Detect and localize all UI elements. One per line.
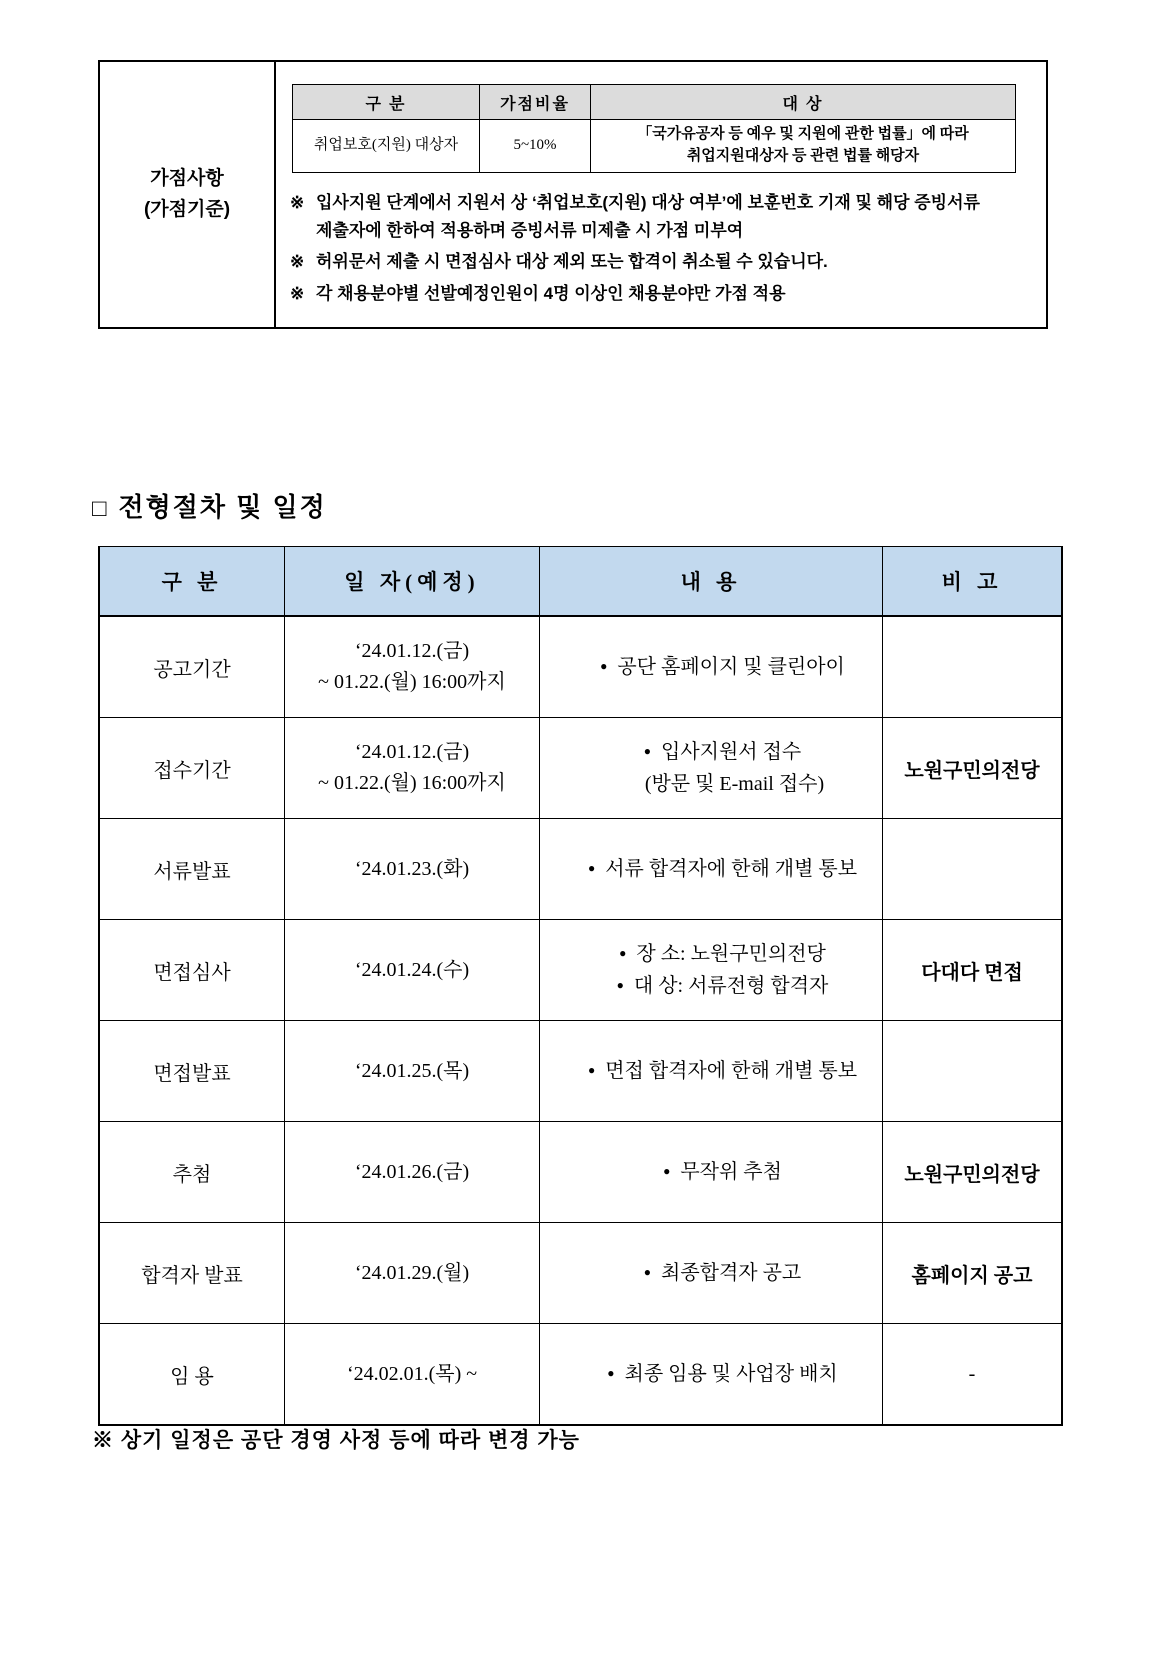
schedule-cell-date [285,616,540,718]
note-mark-icon: ※ [290,252,305,272]
date-line-2: ~ 01.22.(월) 16:00까지 [318,671,506,693]
bonus-target-line-2: 취업지원대상자 등 관련 법률 해당자 [686,148,920,164]
content-line: ● 최종 임용 및 사업장 배치 [564,1358,881,1390]
date-line-2: ~ 01.22.(월) 16:00까지 [318,772,506,794]
content-line: ● 면접 합격자에 한해 개별 통보 [564,1055,881,1087]
schedule-cell-division: 면접심사 [99,920,285,1021]
schedule-cell-note: 노원구민의전당 [883,1122,1063,1223]
schedule-cell-division: 공고기간 [99,616,285,718]
page-title [92,487,327,524]
schedule-cell-note: 다대다 면접 [883,920,1063,1021]
section-heading-text: 전형절차 및 일정 [118,492,327,522]
schedule-cell-date: ‘24.01.29.(월) [285,1223,540,1324]
schedule-cell-content [540,1324,883,1426]
content-subline: (방문 및 E-mail 접수) [644,773,825,795]
bonus-note-item [290,248,1032,276]
content-line: ● 입사지원서 접수 [564,736,881,768]
schedule-cell-content [540,819,883,920]
bonus-note-line-1: 입사지원 단계에서 지원서 상 ‘취업보호(지원) 대상 여부’에 보훈번호 기재 및 해당 증빙서류 [316,193,980,212]
note-mark-icon: ※ [290,193,305,212]
bonus-points-block [98,60,1048,329]
schedule-cell-note: - [883,1324,1063,1426]
bonus-note-line-2: 제출자에 한하여 적용하며 증빙서류 미제출 시 가점 미부여 [316,220,744,240]
date-line-1: ‘24.01.12.(금) [354,741,470,763]
bonus-cell-division: 취업보호(지원) 대상자 [293,120,480,173]
bonus-note-text: 허위문서 제출 시 면접심사 대상 제외 또는 합격이 취소될 수 있습니다. [316,252,828,272]
table-row [99,616,1062,718]
bonus-notes-list [290,189,1032,307]
schedule-cell-content [540,1021,883,1122]
table-row [99,819,1062,920]
schedule-cell-division: 합격자 발표 [99,1223,285,1324]
bonus-note-item [290,189,1032,244]
schedule-cell-division: 서류발표 [99,819,285,920]
date-line-1: ‘24.01.12.(금) [354,640,470,662]
content-line: ● 최종합격자 공고 [564,1257,881,1289]
square-bullet-icon: □ [92,495,109,522]
schedule-header-content: 내 용 [540,547,883,617]
schedule-cell-division: 접수기간 [99,718,285,819]
bonus-target-line-1: 「국가유공자 등 예우 및 지원에 관한 법률」에 따라 [637,126,969,143]
bonus-cell-target [591,120,1016,173]
schedule-cell-content [540,616,883,718]
schedule-cell-date: ‘24.01.25.(목) [285,1021,540,1122]
schedule-cell-division: 추첨 [99,1122,285,1223]
content-line: ● 서류 합격자에 한해 개별 통보 [564,853,881,885]
schedule-cell-date [285,718,540,819]
table-row [99,1122,1062,1223]
schedule-footnote: ※ 상기 일정은 공단 경영 사정 등에 따라 변경 가능 [92,1429,580,1452]
table-row [99,1223,1062,1324]
bonus-cell-ratio: 5~10% [480,120,591,173]
schedule-cell-division: 임 용 [99,1324,285,1426]
bonus-header-ratio: 가점비율 [480,85,591,120]
schedule-cell-content [540,920,883,1021]
schedule-cell-content [540,718,883,819]
table-row [99,920,1062,1021]
schedule-table [98,546,1063,1426]
table-row [99,718,1062,819]
content-line: ● 대 상: 서류전형 합격자 [564,970,881,1002]
bonus-points-table [292,84,1016,173]
schedule-header-note: 비 고 [883,547,1063,617]
schedule-cell-note [883,616,1063,718]
bonus-points-row-label [100,62,276,327]
table-header-row [293,85,1016,120]
bonus-note-item [290,280,1032,308]
content-line: ● 장 소: 노원구민의전당 [564,938,881,970]
bonus-note-text: 각 채용분야별 선발예정인원이 4명 이상인 채용분야만 가점 적용 [316,283,786,303]
bonus-label-line-1: 가점사항 [150,168,224,190]
schedule-cell-date: ‘24.01.26.(금) [285,1122,540,1223]
note-mark-icon: ※ [290,283,305,303]
schedule-cell-content [540,1223,883,1324]
schedule-header-date: 일 자(예정) [285,547,540,617]
bonus-header-division: 구 분 [293,85,480,120]
schedule-cell-note: 노원구민의전당 [883,718,1063,819]
schedule-cell-date: ‘24.02.01.(목) ~ [285,1324,540,1426]
schedule-cell-date: ‘24.01.23.(화) [285,819,540,920]
schedule-header-division: 구 분 [99,547,285,617]
schedule-cell-note [883,1021,1063,1122]
bonus-label-line-2: (가점기준) [143,198,231,220]
table-header-row [99,547,1062,617]
bonus-note-text [316,189,1032,244]
table-row [99,1021,1062,1122]
content-line: ● 무작위 추첨 [564,1156,881,1188]
schedule-cell-content [540,1122,883,1223]
table-row [99,1324,1062,1426]
content-line: ● 공단 홈페이지 및 클린아이 [564,651,881,683]
table-row [293,120,1016,173]
schedule-cell-note [883,819,1063,920]
schedule-cell-date: ‘24.01.24.(수) [285,920,540,1021]
bonus-points-body [276,62,1046,327]
schedule-cell-note: 홈페이지 공고 [883,1223,1063,1324]
bonus-header-target: 대 상 [591,85,1016,120]
schedule-cell-division: 면접발표 [99,1021,285,1122]
